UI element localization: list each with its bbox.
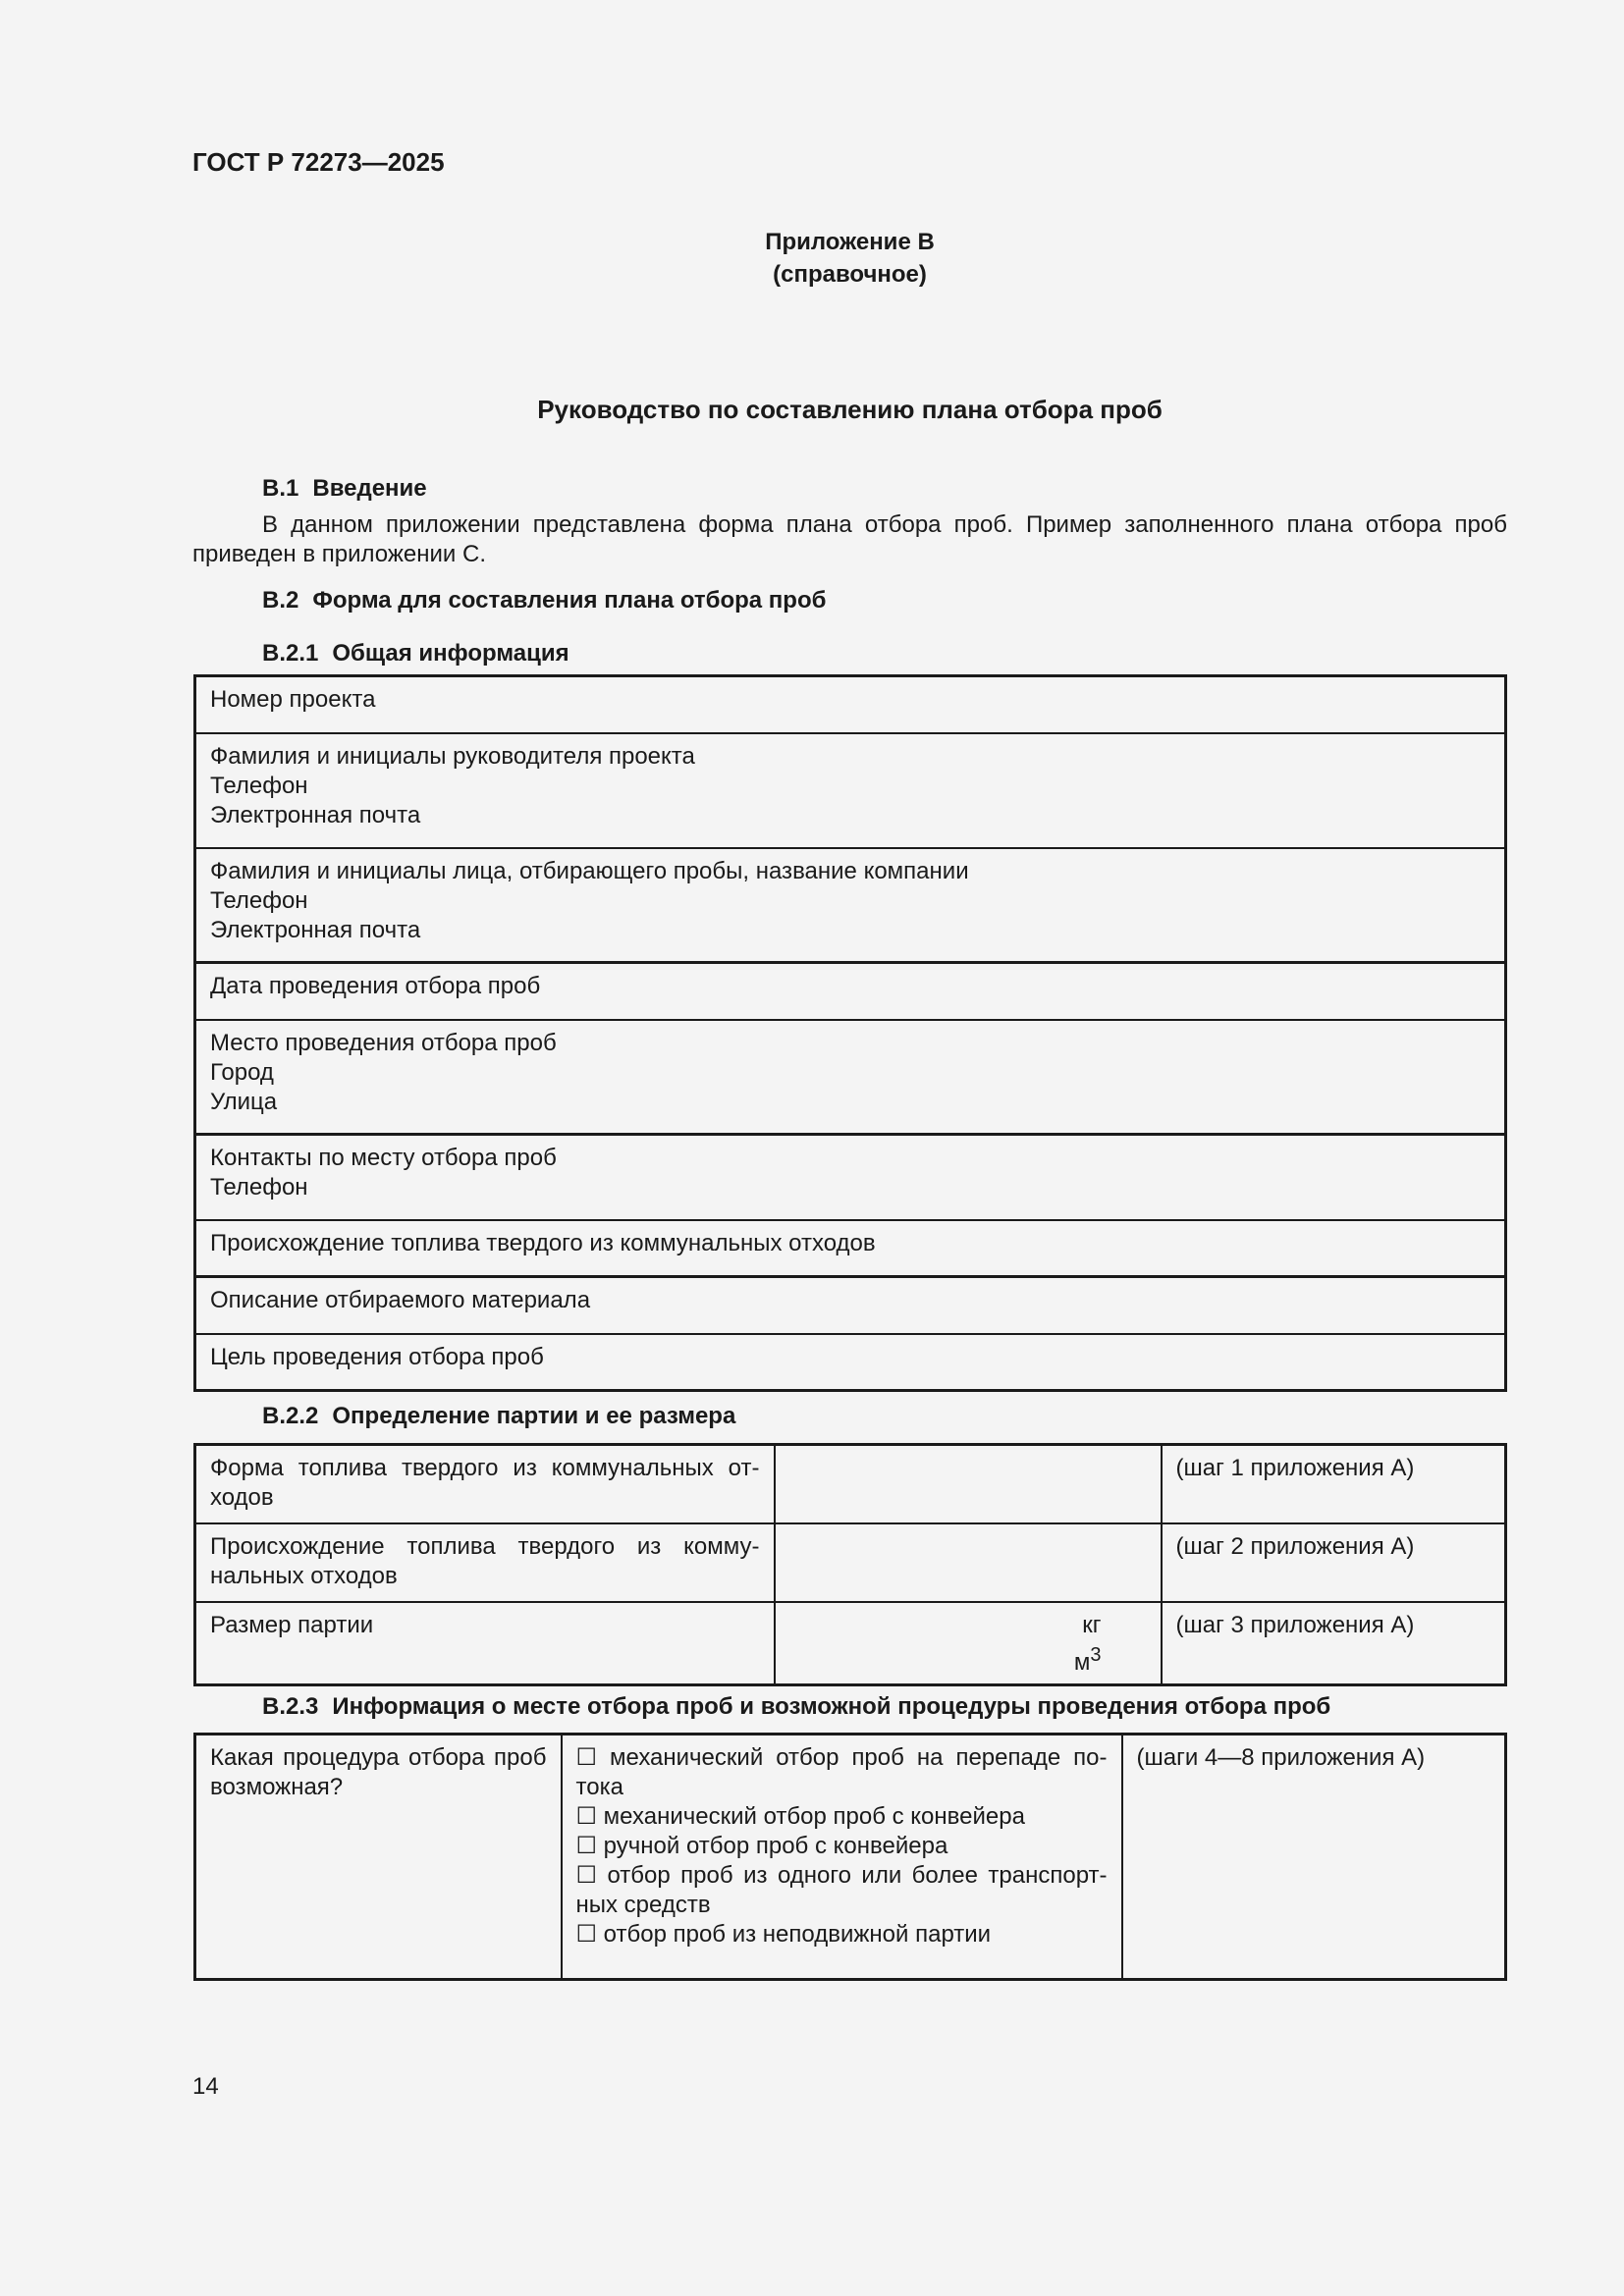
street-label: Улица (210, 1088, 278, 1115)
option-stationary-batch: ☐ отбор проб из неподвижной партии (575, 1921, 992, 1948)
table-row (195, 848, 1506, 963)
option-manual-conveyor: ☐ ручной отбор проб с конвейера (575, 1833, 948, 1859)
main-title: Руководство по составлению плана отбора проб (537, 395, 1163, 424)
origin-value-cell (775, 1523, 1162, 1602)
origin-ref-cell: (шаг 2 приложения А) (1162, 1523, 1506, 1602)
place-label: Место проведения отбора проб (210, 1029, 557, 1056)
place-cell (195, 1020, 1506, 1135)
option-flow-drop: ☐ механический отбор проб на перепаде по-тока (575, 1744, 1108, 1800)
table-row (195, 1135, 1506, 1220)
section-number: В.2.1 (262, 640, 319, 667)
page-number: 14 (192, 2073, 219, 2100)
form-value-cell (775, 1445, 1162, 1523)
batch-size-label-cell: Размер партии (195, 1602, 775, 1685)
project-number-cell: Номер проекта (195, 676, 1506, 733)
batch-size-ref-cell: (шаг 3 приложения А) (1162, 1602, 1506, 1685)
annex-heading (192, 226, 1507, 291)
contacts-cell (195, 1135, 1506, 1220)
table-row (195, 1445, 1506, 1523)
table-row (195, 1334, 1506, 1391)
origin-label-cell: Происхождение топлива твердого из комму-нальных отходов (195, 1523, 775, 1602)
unit-kg: кг (1082, 1611, 1102, 1638)
table-row (195, 1277, 1506, 1334)
batch-size-units-cell (775, 1602, 1162, 1685)
table-row (195, 676, 1506, 733)
section-heading-b1 (262, 475, 427, 503)
form-label-cell: Форма топлива твердого из коммунальных от-ходов (195, 1445, 775, 1523)
section-title: Информация о месте отбора проб и возможной процедуры проведения отбора проб (332, 1693, 1331, 1720)
procedure-question-cell: Какая процедура отбора проб возможная? (195, 1735, 562, 1980)
section-title: Введение (312, 475, 427, 502)
manager-name-label: Фамилия и инициалы руководителя проекта (210, 742, 695, 770)
option-mechanical-conveyor: ☐ механический отбор проб с конвейера (575, 1803, 1025, 1830)
procedure-ref-cell: (шаги 4—8 приложения А) (1122, 1735, 1506, 1980)
document-header: ГОСТ Р 72273—2025 (192, 147, 445, 177)
section-title: Форма для составления плана отбора проб (312, 587, 827, 614)
table-row (195, 963, 1506, 1020)
batch-size-table (193, 1443, 1507, 1686)
procedure-table (193, 1733, 1507, 1981)
purpose-cell: Цель проведения отбора проб (195, 1334, 1506, 1391)
annex-subtitle: (справочное) (773, 261, 927, 288)
annex-title: Приложение В (765, 229, 935, 255)
section-number: В.2.3 (262, 1693, 319, 1720)
general-info-table (193, 674, 1507, 1392)
unit-m3 (789, 1640, 1102, 1678)
section-heading-b23 (262, 1693, 1330, 1721)
sampler-phone-label: Телефон (210, 886, 308, 914)
material-cell: Описание отбираемого материала (195, 1277, 1506, 1334)
table-row (195, 1523, 1506, 1602)
procedure-options-cell (562, 1735, 1122, 1980)
form-ref-cell: (шаг 1 приложения А) (1162, 1445, 1506, 1523)
city-label: Город (210, 1058, 274, 1086)
unit-superscript: 3 (1090, 1643, 1102, 1666)
section-title: Определение партии и ее размера (332, 1403, 736, 1429)
unit-m: м (1073, 1648, 1091, 1676)
table-row (195, 733, 1506, 848)
section-heading-b22 (262, 1403, 735, 1430)
section-number: В.1 (262, 475, 299, 502)
sampler-email-label: Электронная почта (210, 916, 421, 943)
manager-email-label: Электронная почта (210, 801, 421, 828)
manager-phone-label: Телефон (210, 772, 308, 799)
table-row (195, 1020, 1506, 1135)
intro-paragraph: В данном приложении представлена форма плана отбора проб. Пример заполненного плана отбора проб приведен в приложении С. (192, 511, 1507, 567)
section-heading-b2 (262, 587, 826, 614)
contacts-phone-label: Телефон (210, 1174, 308, 1201)
sampler-cell (195, 848, 1506, 963)
table-row (195, 1735, 1506, 1980)
section-number: В.2.2 (262, 1403, 319, 1429)
contacts-label: Контакты по месту отбора проб (210, 1145, 557, 1171)
section-heading-b21 (262, 640, 569, 667)
date-cell: Дата проведения отбора проб (195, 963, 1506, 1020)
table-row (195, 1220, 1506, 1277)
origin-cell: Происхождение топлива твердого из коммунальных отходов (195, 1220, 1506, 1277)
table-row (195, 1602, 1506, 1685)
sampler-name-label: Фамилия и инициалы лица, отбирающего пробы, название компании (210, 857, 969, 884)
option-vehicles: ☐ отбор проб из одного или более транспорт-ных средств (575, 1862, 1108, 1918)
section-title: Общая информация (332, 640, 569, 667)
section-number: В.2 (262, 587, 299, 614)
manager-cell (195, 733, 1506, 848)
